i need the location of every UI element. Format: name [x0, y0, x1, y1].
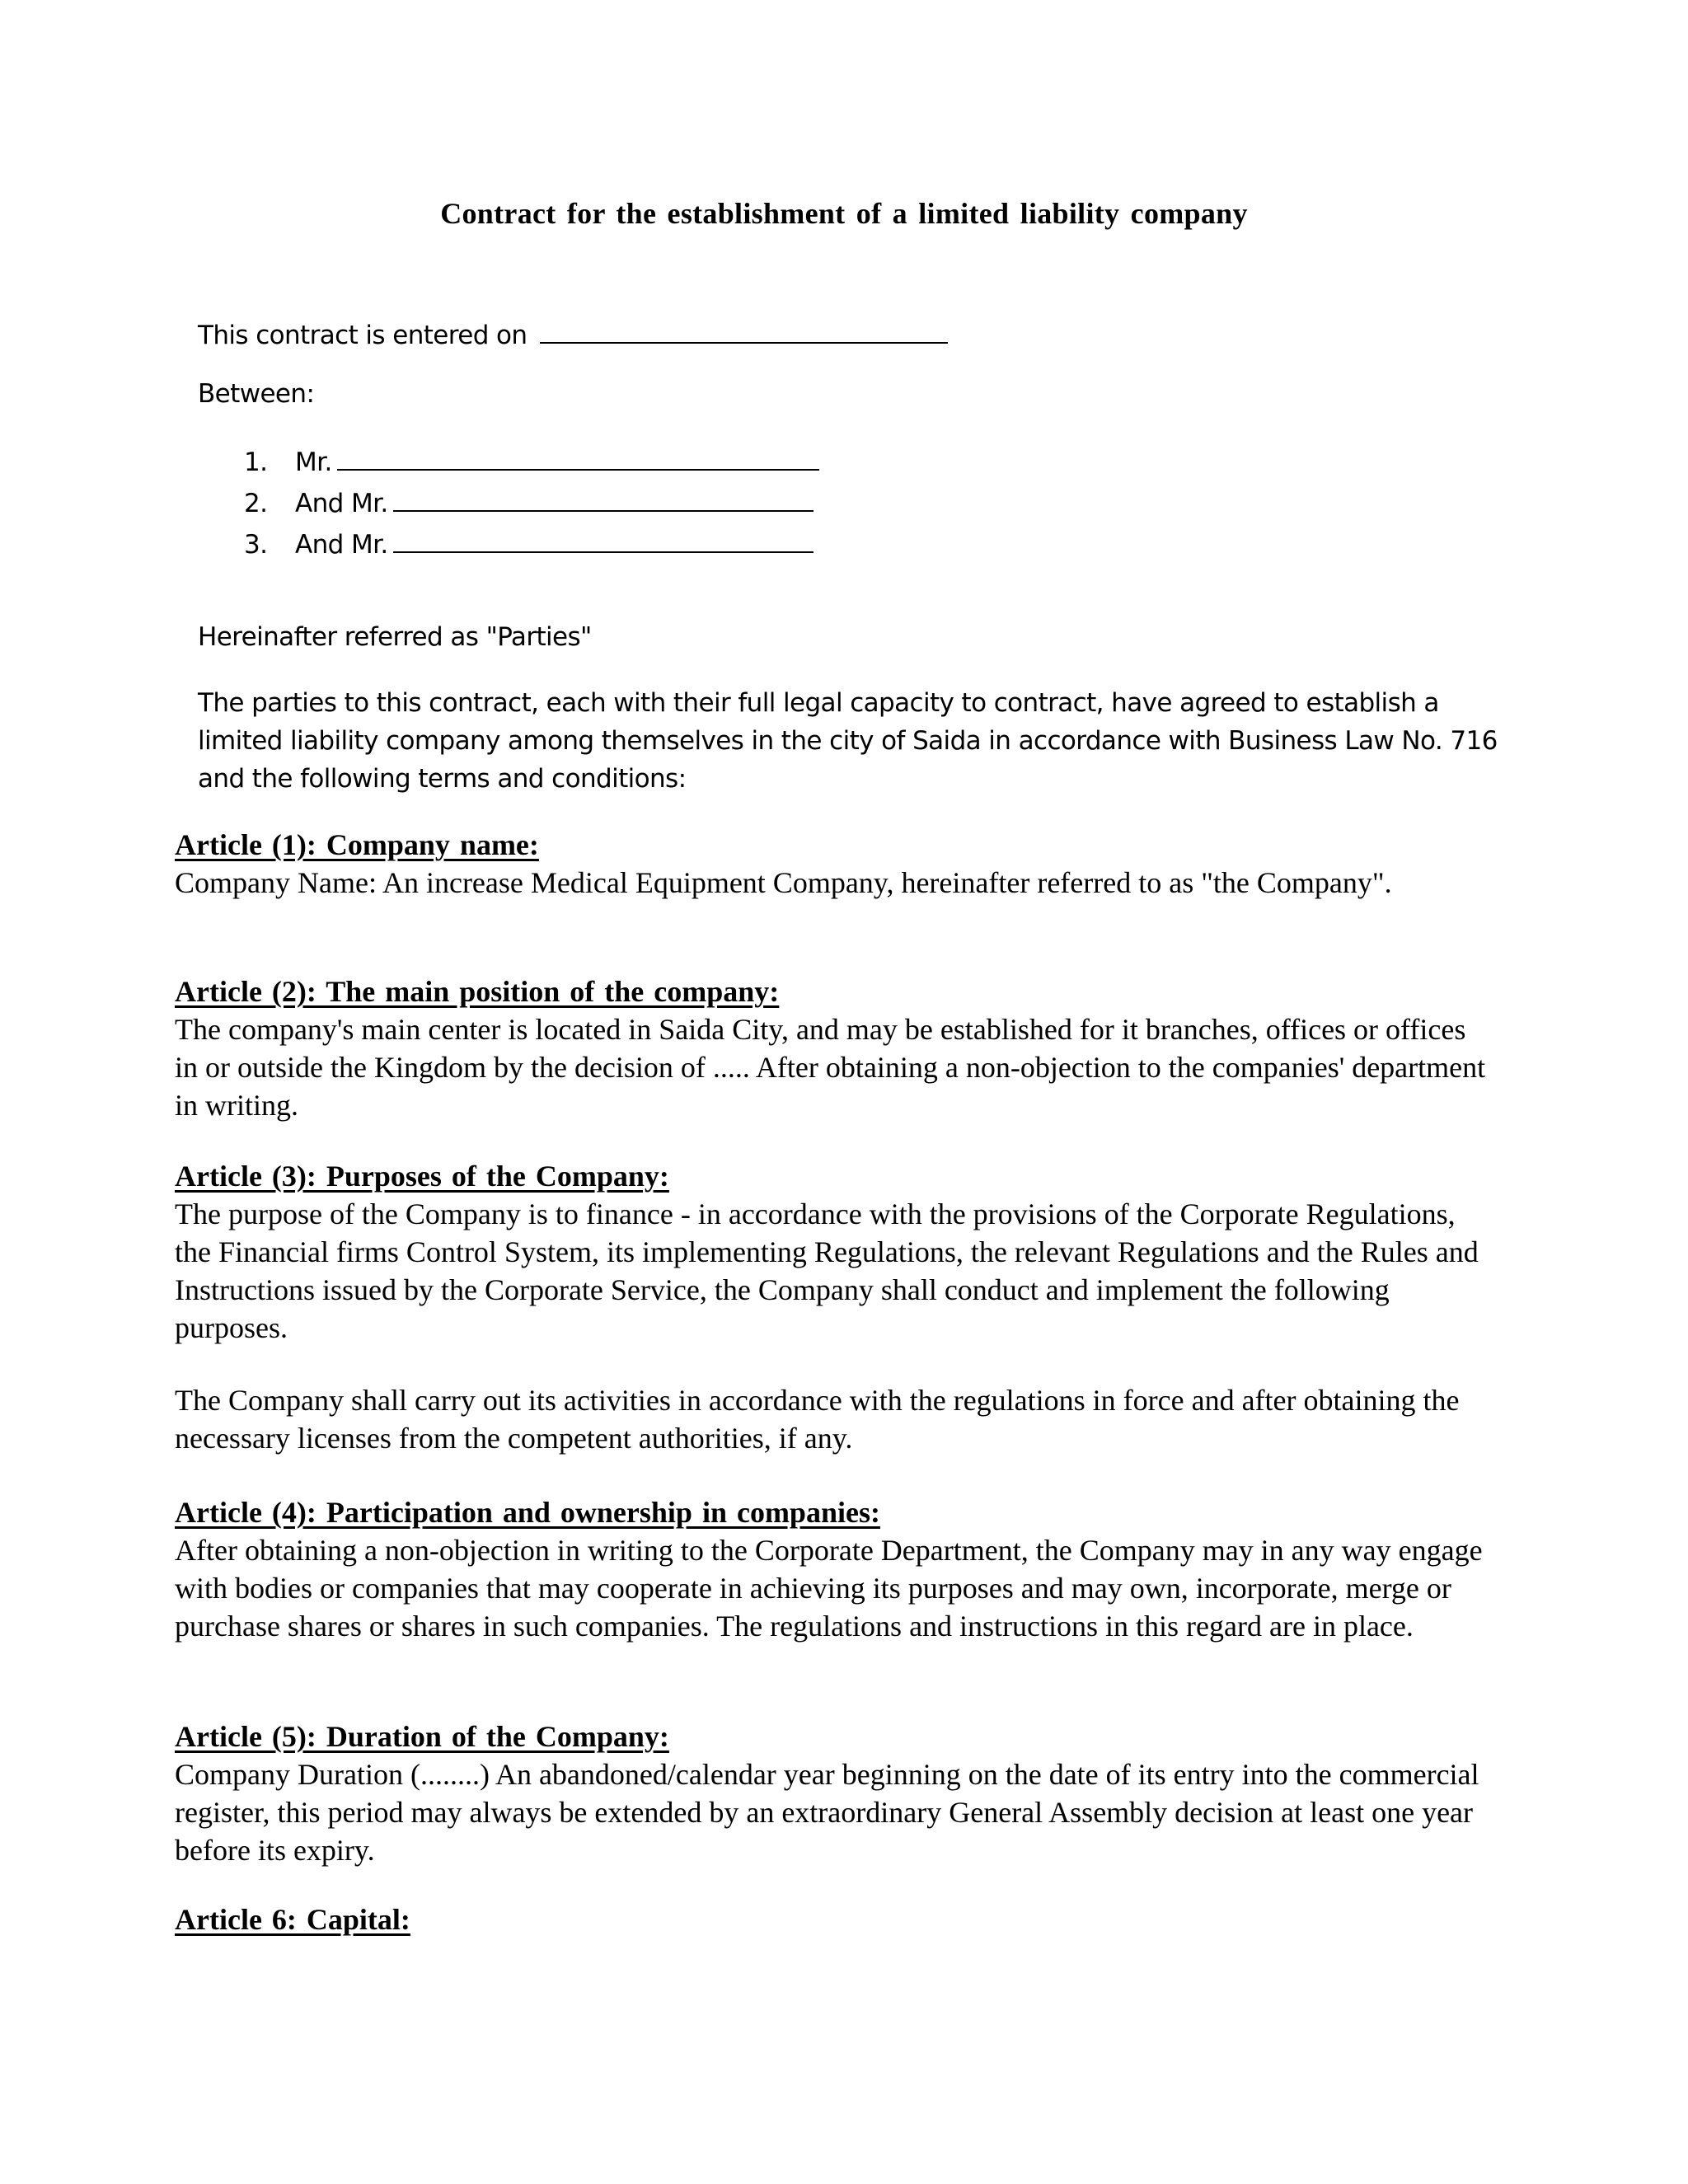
date-blank-line [540, 317, 948, 344]
party-label: Mr. [295, 448, 332, 477]
entered-on-line [198, 317, 948, 350]
article-heading: Article (4): Participation and ownership in companies: [175, 1496, 880, 1529]
article-paragraph: Company Name: An increase Medical Equipment Company, hereinafter referred to as "the Company". [175, 866, 1392, 899]
party-label: And Mr. [295, 530, 388, 560]
party-item [244, 483, 819, 524]
article-3 [175, 1157, 1493, 1457]
article-heading: Article 6: Capital: [175, 1903, 410, 1936]
article-4 [175, 1493, 1493, 1645]
party-item [244, 442, 819, 483]
party-number: 2. [244, 489, 268, 518]
intro-paragraph: The parties to this contract, each with their full legal capacity to contract, have agreed to establish a limited liability company among themselves in the city of Saida in accordance with Business Law No. 716 and the following terms and conditions: [198, 688, 1498, 794]
article-6 [175, 1900, 1493, 1938]
party-name-blank [393, 485, 814, 512]
party-name-blank [337, 444, 819, 471]
article-paragraph: The purpose of the Company is to finance - in accordance with the provisions of the Corporate Regulations, the Financial firms Control System, its implementing Regulations, the relevant Regulations and the Rules and Instructions issued by the Corporate Service, the Company shall conduct and implement the following purposes. [175, 1197, 1479, 1344]
article-heading: Article (2): The main position of the company: [175, 975, 780, 1008]
article-paragraph: The company's main center is located in Saida City, and may be established for it branches, offices or offices in or outside the Kingdom by the decision of ..... After obtaining a non-objection to the companies' department in writing. [175, 1013, 1486, 1122]
article-2 [175, 972, 1493, 1124]
article-heading: Article (1): Company name: [175, 828, 539, 861]
party-name-blank [393, 527, 814, 553]
article-heading: Article (3): Purposes of the Company: [175, 1160, 669, 1193]
article-paragraph: Company Duration (........) An abandoned/calendar year beginning on the date of its entry into the commercial register, this period may always be extended by an extraordinary General Assembly decision at least one year before its expiry. [175, 1758, 1479, 1867]
between-label: Between: [198, 379, 315, 409]
article-paragraph: After obtaining a non-objection in writing to the Corporate Department, the Company may in any way engage with bodies or companies that may cooperate in achieving its purposes and may own, incorporate, merge or purchase shares or shares in such companies. The regulations and instructions in this regard are in place. [175, 1534, 1483, 1643]
article-heading: Article (5): Duration of the Company: [175, 1720, 669, 1753]
entered-on-label: This contract is entered on [198, 321, 528, 350]
party-label: And Mr. [295, 489, 388, 518]
referred-as-text: Hereinafter referred as "Parties" [198, 622, 592, 652]
party-number: 3. [244, 530, 268, 560]
party-item [244, 524, 819, 565]
party-number: 1. [244, 448, 268, 477]
article-paragraph: The Company shall carry out its activities in accordance with the regulations in force and after obtaining the necessary licenses from the competent authorities, if any. [175, 1384, 1460, 1455]
article-1 [175, 826, 1493, 902]
article-5 [175, 1718, 1493, 1869]
document-title: Contract for the establishment of a limited liability company [440, 197, 1248, 230]
parties-list [244, 442, 819, 565]
